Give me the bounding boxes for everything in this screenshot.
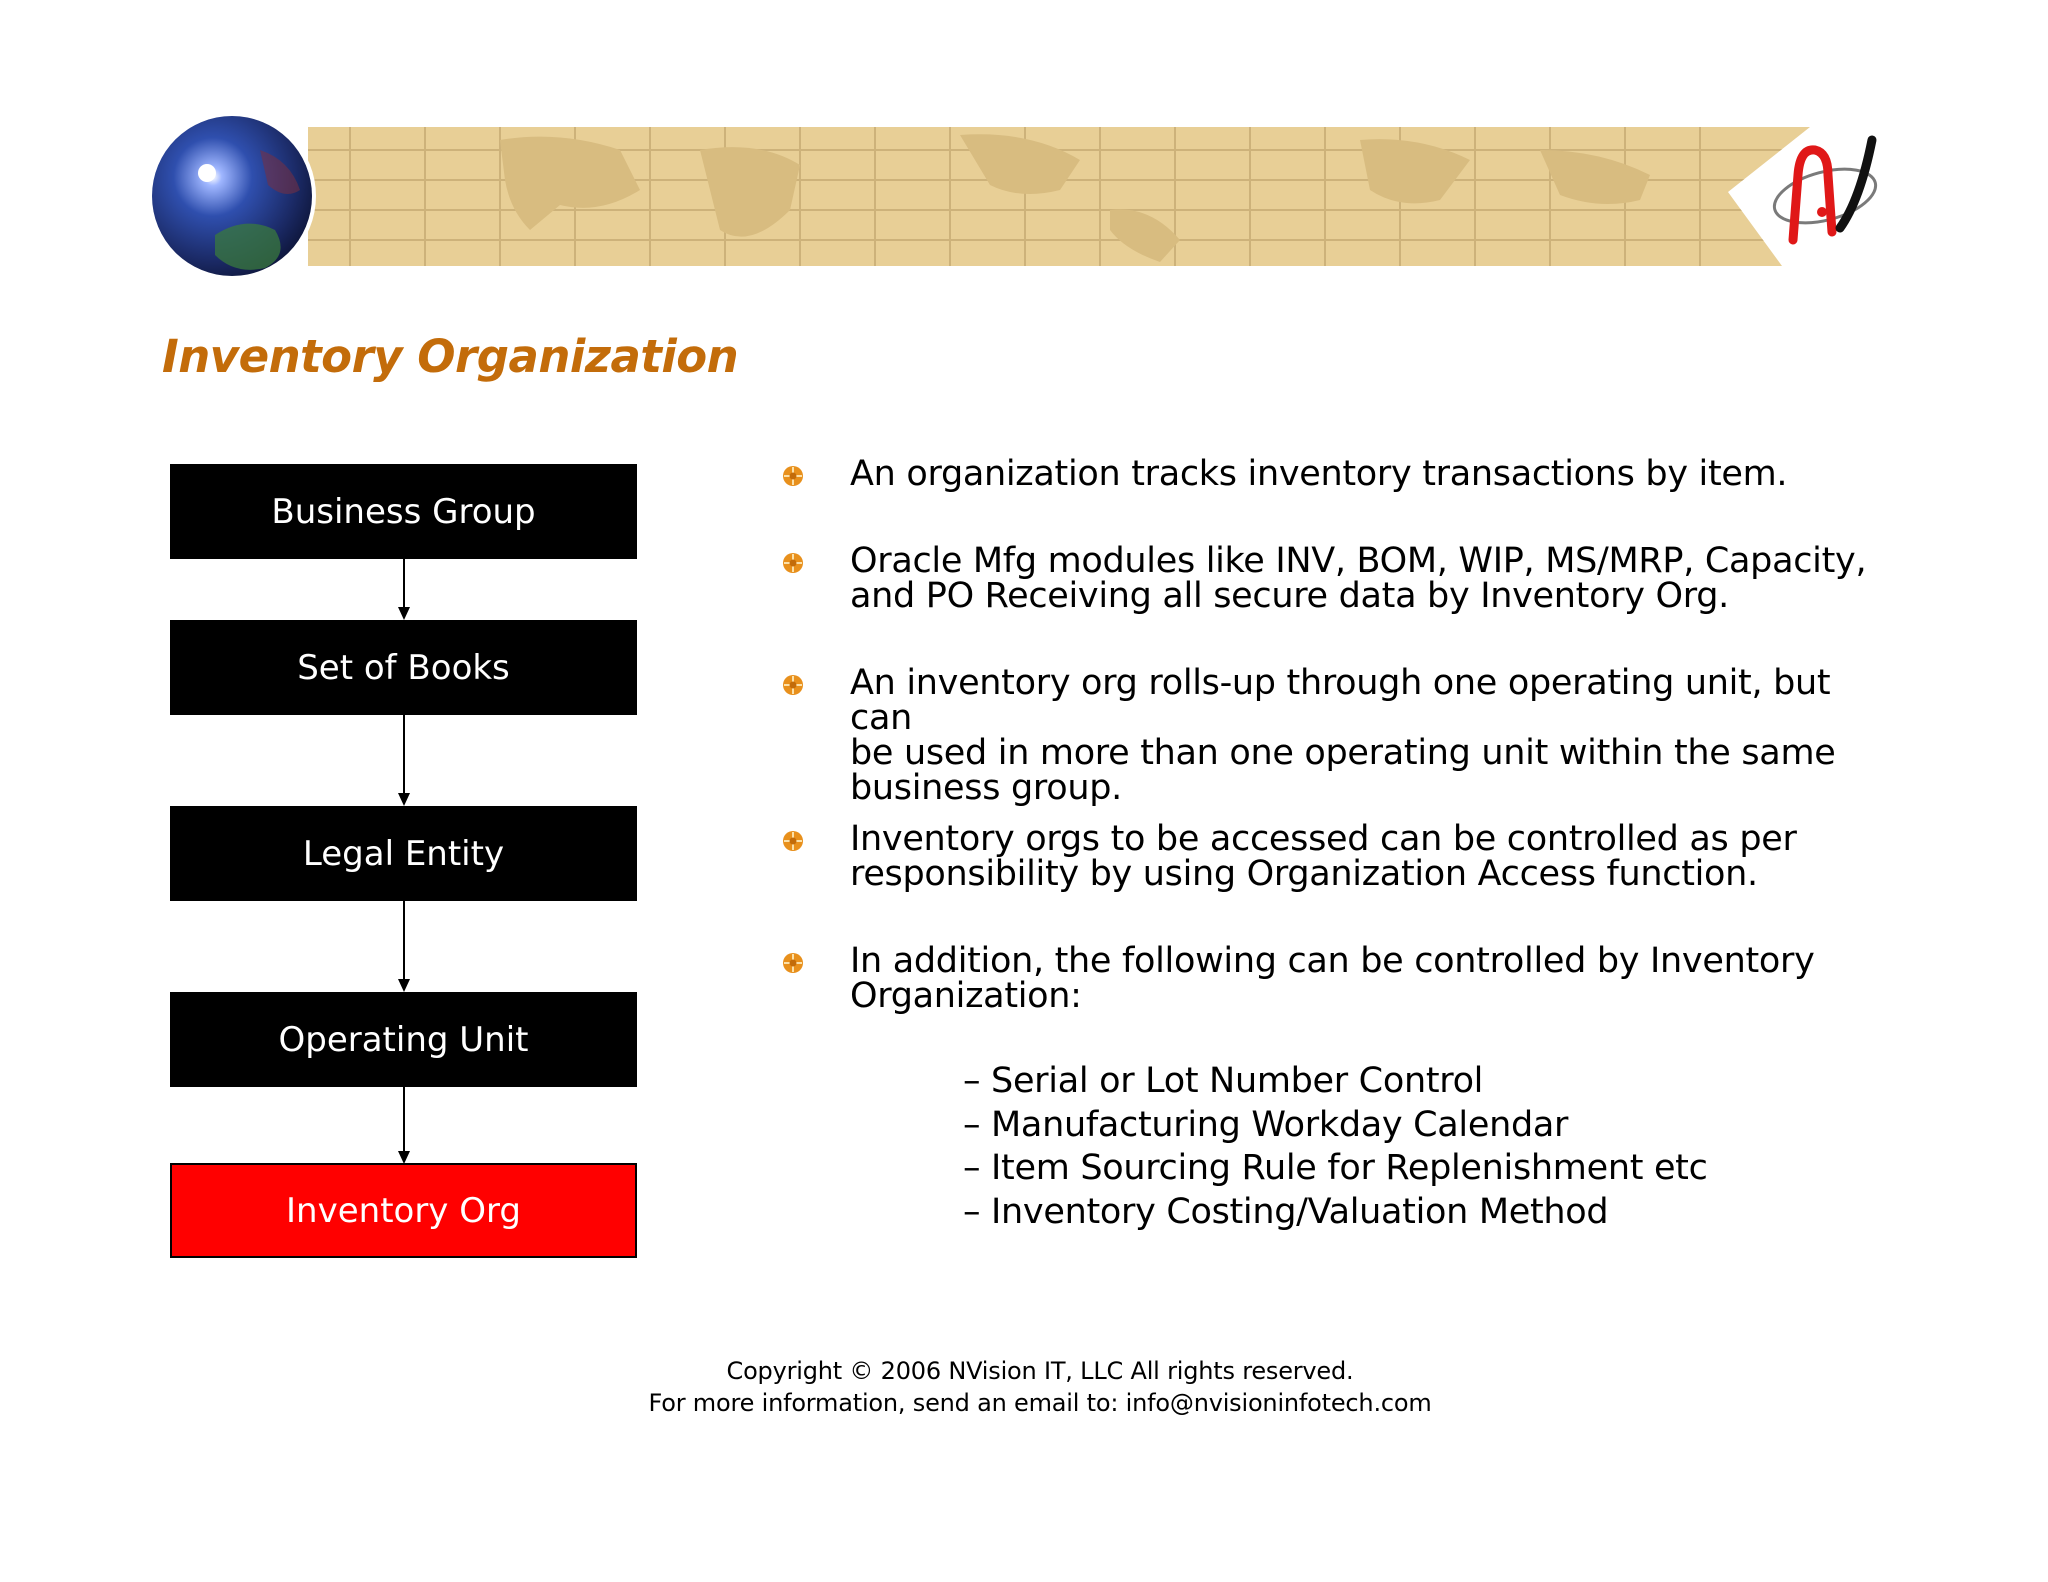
bullet-icon xyxy=(782,952,804,974)
bullet-line: responsibility by using Organization Access function. xyxy=(850,854,1758,894)
connector-arrow xyxy=(398,559,410,620)
bullet-text xyxy=(850,663,1900,808)
hierarchy-box-inventory-org: Inventory Org xyxy=(170,1163,637,1258)
sub-list-item: – Manufacturing Workday Calendar xyxy=(963,1104,1569,1145)
connector-arrow xyxy=(398,1087,410,1164)
bullet-text xyxy=(850,454,1900,494)
connector-arrow xyxy=(398,900,410,992)
world-map-strip xyxy=(308,127,1810,266)
sub-list-item: – Inventory Costing/Valuation Method xyxy=(963,1191,1609,1232)
bullet-line: and PO Receiving all secure data by Inventory Org. xyxy=(850,576,1729,616)
bullet-line: be used in more than one operating unit within the same xyxy=(850,733,1836,773)
bullet-line: In addition, the following can be controlled by Inventory xyxy=(850,941,1815,981)
hierarchy-box-business-group: Business Group xyxy=(170,464,637,559)
footer-copyright: Copyright © 2006 NVision IT, LLC All rights reserved. xyxy=(726,1357,1354,1385)
globe-icon xyxy=(148,112,316,280)
connector-arrow xyxy=(398,714,410,806)
sub-list-item: – Item Sourcing Rule for Replenishment etc xyxy=(963,1148,1708,1188)
bullet-icon xyxy=(782,830,804,852)
hierarchy-box-legal-entity: Legal Entity xyxy=(170,806,637,901)
bullet-line: business group. xyxy=(850,768,1122,808)
bullet-line: Inventory orgs to be accessed can be controlled as per xyxy=(850,819,1797,859)
sub-list-item: – Serial or Lot Number Control xyxy=(963,1061,1484,1101)
bullet-text xyxy=(850,541,1900,616)
bullet-icon xyxy=(782,465,804,487)
nvision-logo xyxy=(1769,140,1882,240)
header-banner xyxy=(0,0,2048,300)
bullet-line: An inventory org rolls-up through one operating unit, but can xyxy=(850,663,1831,738)
hierarchy-box-operating-unit: Operating Unit xyxy=(170,992,637,1087)
hierarchy-box-set-of-books: Set of Books xyxy=(170,620,637,715)
bullet-text xyxy=(850,941,1900,1016)
bullet-icon xyxy=(782,552,804,574)
bullet-line: Oracle Mfg modules like INV, BOM, WIP, MS/MRP, Capacity, xyxy=(850,541,1867,581)
sub-list xyxy=(963,1060,1708,1234)
bullet-text xyxy=(850,819,1900,894)
bullet-line: An organization tracks inventory transactions by item. xyxy=(850,454,1788,494)
footer-contact: For more information, send an email to: info@nvisioninfotech.com xyxy=(648,1389,1432,1417)
bullet-icon xyxy=(782,674,804,696)
bullet-line: Organization: xyxy=(850,976,1082,1016)
footer xyxy=(0,1355,2048,1419)
slide-title: Inventory Organization xyxy=(162,330,739,383)
